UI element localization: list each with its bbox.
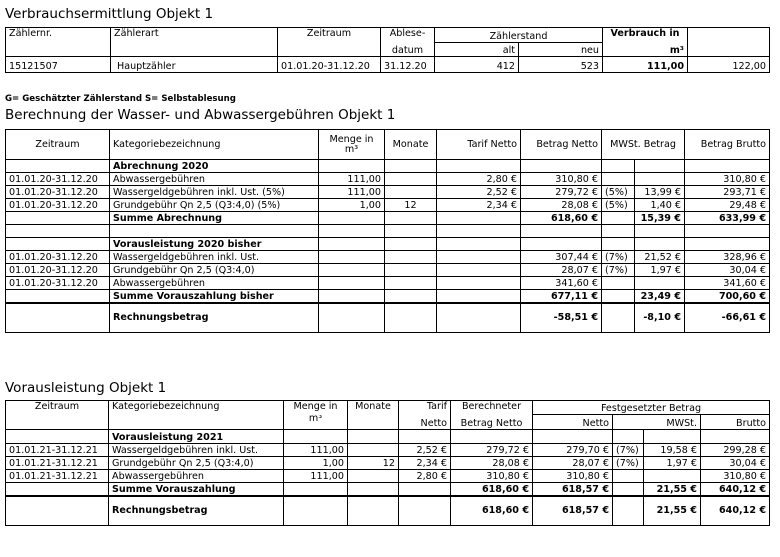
table-cell: 01.01.20-31.12.20 [6, 264, 110, 277]
table-cell: 23,49 € [635, 290, 685, 303]
empty-cell [613, 430, 644, 444]
table-row [6, 130, 770, 160]
empty-cell [635, 277, 685, 290]
table-cell: (7%) [602, 264, 635, 277]
table-row [6, 457, 770, 470]
empty-cell [385, 225, 437, 238]
stand-neu-value: 523 [519, 57, 603, 73]
table-row [6, 199, 770, 212]
table-cell: 30,04 € [685, 264, 770, 277]
table-cell: Rechnungsbetrag [110, 303, 319, 333]
empty-cell [399, 483, 451, 496]
empty-cell [685, 238, 770, 251]
empty-cell [644, 470, 701, 483]
table-cell: 310,80 € [533, 470, 613, 483]
table-row [6, 415, 770, 430]
table-cell: 310,80 € [521, 173, 602, 186]
header-berechnet-1: Berechneter [451, 401, 533, 415]
table-cell: -58,51 € [521, 303, 602, 333]
empty-cell [319, 303, 385, 333]
table-cell: 01.01.20-31.12.20 [6, 277, 110, 290]
header-tarif-1: Tarif [399, 401, 451, 415]
table-row [6, 277, 770, 290]
header-zaehlernr: Zählernr. [6, 28, 111, 43]
empty-cell [319, 264, 385, 277]
header-betrag: Betrag Netto [521, 130, 602, 160]
empty-cell [602, 173, 635, 186]
group-label: Vorausleistung 2020 bisher [110, 238, 319, 251]
table-cell: 111,00 [319, 186, 385, 199]
table-cell: 2,80 € [437, 173, 521, 186]
total-row [6, 303, 770, 333]
header-zeitraum: Zeitraum [278, 28, 381, 43]
table-cell: Grundgebühr Qn 2,5 (Q3:4,0) [109, 457, 284, 470]
empty-cell [319, 160, 385, 173]
table-cell: (7%) [613, 444, 644, 457]
sum-row [6, 483, 770, 496]
header-brutto: Betrag Brutto [685, 130, 770, 160]
empty-cell [6, 430, 109, 444]
header-menge-unit: m³ [284, 415, 348, 430]
header-ablesedatum-2: datum [381, 43, 435, 57]
table-row [6, 470, 770, 483]
section-title-vorausleistung: Vorausleistung Objekt 1 [5, 380, 167, 396]
table-cell: 341,60 € [521, 277, 602, 290]
header-monate: Monate [348, 401, 399, 415]
empty-cell [602, 212, 635, 225]
empty-cell [451, 430, 533, 444]
header-brutto: Brutto [701, 415, 770, 430]
table-cell: 2,52 € [399, 444, 451, 457]
empty-cell [385, 264, 437, 277]
table-cell: 1,40 € [635, 199, 685, 212]
table-cell: 618,57 € [533, 496, 613, 526]
verbrauch-table [5, 27, 770, 73]
header-verbrauch-unit: m³ [603, 43, 688, 57]
table-row [6, 401, 770, 415]
empty-cell [602, 290, 635, 303]
section-title-berechnung: Berechnung der Wasser- und Abwassergebühren Objekt 1 [5, 107, 396, 123]
table-cell: Abwassergebühren [110, 173, 319, 186]
table-cell: 618,60 € [451, 483, 533, 496]
table-cell: 111,00 [319, 173, 385, 186]
empty-cell [437, 303, 521, 333]
empty-cell [278, 43, 381, 57]
empty-cell [437, 238, 521, 251]
table-cell: 310,80 € [451, 470, 533, 483]
empty-cell [348, 470, 399, 483]
empty-cell [284, 430, 348, 444]
empty-cell [533, 430, 613, 444]
empty-cell [385, 277, 437, 290]
table-cell: 293,71 € [685, 186, 770, 199]
empty-cell [6, 483, 109, 496]
table-row [6, 160, 770, 173]
table-cell: 279,72 € [451, 444, 533, 457]
group-label: Vorausleistung 2021 [109, 430, 284, 444]
table-cell: Summe Vorauszahlung [109, 483, 284, 496]
table-cell: 28,08 € [521, 199, 602, 212]
empty-cell [385, 186, 437, 199]
table-row [6, 430, 770, 444]
empty-cell [437, 160, 521, 173]
empty-cell [613, 470, 644, 483]
table-cell: (7%) [613, 457, 644, 470]
table-cell: 28,07 € [521, 264, 602, 277]
table-cell: Summe Vorauszahlung bisher [110, 290, 319, 303]
header-tarif: Tarif Netto [437, 130, 521, 160]
table-cell: 341,60 € [685, 277, 770, 290]
table-cell: 279,72 € [521, 186, 602, 199]
table-row [6, 238, 770, 251]
legend-note: G= Geschätzter Zählerstand S= Selbstablesung [5, 94, 236, 104]
table-cell: Abwassergebühren [110, 277, 319, 290]
empty-cell [602, 303, 635, 333]
table-cell: 01.01.21-31.12.21 [6, 457, 109, 470]
empty-cell [6, 225, 110, 238]
empty-cell [437, 212, 521, 225]
empty-cell [602, 238, 635, 251]
empty-cell [385, 173, 437, 186]
empty-cell [6, 303, 110, 333]
table-cell: Abwassergebühren [109, 470, 284, 483]
empty-cell [111, 43, 278, 57]
header-monate: Monate [385, 130, 437, 160]
total-row [6, 496, 770, 526]
header-festgesetzt: Festgesetzter Betrag [533, 401, 770, 415]
table-cell: 21,52 € [635, 251, 685, 264]
table-cell: Wassergeldgebühren inkl. Ust. [109, 444, 284, 457]
empty-cell [284, 496, 348, 526]
sum-row [6, 212, 770, 225]
section-title-verbrauch: Verbrauchsermittlung Objekt 1 [5, 6, 214, 22]
empty-cell [688, 28, 770, 43]
table-cell: 700,60 € [685, 290, 770, 303]
table-cell: 01.01.20-31.12.20 [6, 251, 110, 264]
table-cell: 2,80 € [399, 470, 451, 483]
table-cell: Grundgebühr Qn 2,5 (Q3:4,0) (5%) [110, 199, 319, 212]
empty-cell [635, 225, 685, 238]
ablesedatum-value: 31.12.20 [381, 57, 435, 73]
header-zaehlerstand: Zählerstand [435, 28, 603, 43]
empty-cell [613, 496, 644, 526]
header-ablesedatum-1: Ablese- [381, 28, 435, 43]
empty-cell [6, 212, 110, 225]
empty-cell [319, 212, 385, 225]
empty-cell [348, 430, 399, 444]
empty-cell [319, 277, 385, 290]
empty-cell [319, 225, 385, 238]
verbrauch-value: 111,00 [603, 57, 688, 73]
table-cell: 01.01.20-31.12.20 [6, 173, 110, 186]
table-cell: 13,99 € [635, 186, 685, 199]
empty-cell [6, 43, 111, 57]
table-cell: 618,60 € [451, 496, 533, 526]
table-cell: 1,97 € [635, 264, 685, 277]
empty-cell [348, 415, 399, 430]
table-cell: 01.01.20-31.12.20 [6, 199, 110, 212]
empty-cell [6, 238, 110, 251]
table-cell: 279,70 € [533, 444, 613, 457]
table-cell: 29,48 € [685, 199, 770, 212]
empty-cell [602, 277, 635, 290]
empty-cell [635, 238, 685, 251]
verbrauch-extra-value: 122,00 [688, 57, 770, 73]
table-cell: 633,99 € [685, 212, 770, 225]
empty-cell [6, 160, 110, 173]
empty-cell [437, 251, 521, 264]
zaehlernr-value: 15121507 [6, 57, 111, 73]
table-row [6, 264, 770, 277]
empty-cell [602, 160, 635, 173]
empty-cell [521, 160, 602, 173]
table-cell: Summe Abrechnung [110, 212, 319, 225]
table-cell: (5%) [602, 186, 635, 199]
group-label: Abrechnung 2020 [110, 160, 319, 173]
table-cell: 299,28 € [701, 444, 770, 457]
empty-cell [644, 430, 701, 444]
empty-cell [6, 496, 109, 526]
table-cell: 310,80 € [685, 173, 770, 186]
header-zeitraum: Zeitraum [6, 130, 110, 160]
vorausleistung-table [5, 400, 770, 526]
header-verbrauch: Verbrauch in [603, 28, 688, 43]
table-cell: 677,11 € [521, 290, 602, 303]
table-cell: 2,52 € [437, 186, 521, 199]
empty-cell [685, 160, 770, 173]
empty-cell [399, 430, 451, 444]
table-cell: 328,96 € [685, 251, 770, 264]
empty-cell [348, 496, 399, 526]
table-cell: 21,55 € [644, 496, 701, 526]
sum-row [6, 290, 770, 303]
table-cell: 01.01.21-31.12.21 [6, 444, 109, 457]
table-cell: (5%) [602, 199, 635, 212]
header-netto: Netto [533, 415, 613, 430]
table-cell: 01.01.20-31.12.20 [6, 186, 110, 199]
header-tarif-2: Netto [399, 415, 451, 430]
table-row [6, 28, 770, 43]
table-cell: 307,44 € [521, 251, 602, 264]
empty-cell [319, 290, 385, 303]
table-cell: Rechnungsbetrag [109, 496, 284, 526]
empty-cell [602, 225, 635, 238]
empty-cell [613, 483, 644, 496]
table-cell: 111,00 [284, 444, 348, 457]
table-cell: Wassergeldgebühren inkl. Ust. [110, 251, 319, 264]
header-alt: alt [435, 43, 519, 57]
table-cell: 19,58 € [644, 444, 701, 457]
empty-cell [688, 43, 770, 57]
table-cell: 310,80 € [701, 470, 770, 483]
empty-cell [521, 225, 602, 238]
empty-cell [319, 238, 385, 251]
header-zaehlerart: Zählerart [111, 28, 278, 43]
table-cell: 2,34 € [437, 199, 521, 212]
zeitraum-value: 01.01.20-31.12.20 [278, 57, 381, 73]
table-cell: Grundgebühr Qn 2,5 (Q3:4,0) [110, 264, 319, 277]
table-cell: 01.01.21-31.12.21 [6, 470, 109, 483]
table-row [6, 43, 770, 57]
table-cell: 28,07 € [533, 457, 613, 470]
header-menge: Menge in [284, 401, 348, 415]
empty-cell [385, 303, 437, 333]
table-cell: (7%) [602, 251, 635, 264]
stand-alt-value: 412 [435, 57, 519, 73]
header-menge: Menge in m³ [319, 130, 385, 160]
table-cell: Wassergeldgebühren inkl. Ust. (5%) [110, 186, 319, 199]
empty-cell [521, 238, 602, 251]
empty-cell [385, 290, 437, 303]
empty-cell [437, 290, 521, 303]
empty-cell [635, 173, 685, 186]
empty-cell [437, 277, 521, 290]
empty-cell [385, 238, 437, 251]
table-cell: 640,12 € [701, 483, 770, 496]
empty-cell [348, 483, 399, 496]
empty-cell [437, 264, 521, 277]
empty-cell [284, 483, 348, 496]
table-cell: 1,97 € [644, 457, 701, 470]
table-cell: 28,08 € [451, 457, 533, 470]
table-row [6, 225, 770, 238]
header-neu: neu [519, 43, 603, 57]
table-row [6, 173, 770, 186]
table-cell: -66,61 € [685, 303, 770, 333]
table-cell: 30,04 € [701, 457, 770, 470]
empty-cell [385, 160, 437, 173]
header-kategorie: Kategoriebezeichnung [109, 401, 284, 415]
table-cell: 1,00 [319, 199, 385, 212]
header-kategorie: Kategoriebezeichnung [110, 130, 319, 160]
empty-cell [6, 415, 109, 430]
empty-cell [6, 290, 110, 303]
table-cell: 12 [385, 199, 437, 212]
table-row [6, 186, 770, 199]
header-mwst: MWSt. Betrag [602, 130, 685, 160]
empty-cell [319, 251, 385, 264]
empty-cell [385, 212, 437, 225]
header-berechnet-2: Betrag Netto [451, 415, 533, 430]
empty-cell [437, 225, 521, 238]
empty-cell [399, 496, 451, 526]
table-cell: 640,12 € [701, 496, 770, 526]
empty-cell [635, 160, 685, 173]
table-cell: 111,00 [284, 470, 348, 483]
empty-cell [109, 415, 284, 430]
empty-cell [110, 225, 319, 238]
table-cell: 618,60 € [521, 212, 602, 225]
table-cell: 21,55 € [644, 483, 701, 496]
table-row [6, 444, 770, 457]
table-cell: 2,34 € [399, 457, 451, 470]
table-cell: 618,57 € [533, 483, 613, 496]
table-cell: 15,39 € [635, 212, 685, 225]
table-row [6, 57, 770, 73]
table-row [6, 251, 770, 264]
header-zeitraum: Zeitraum [6, 401, 109, 415]
empty-cell [348, 444, 399, 457]
empty-cell [385, 251, 437, 264]
table-cell: 1,00 [284, 457, 348, 470]
header-mwst: MWSt. [613, 415, 701, 430]
empty-cell [701, 430, 770, 444]
table-cell: 12 [348, 457, 399, 470]
table-cell: -8,10 € [635, 303, 685, 333]
zaehlerart-value: Hauptzähler [111, 57, 278, 73]
berechnung-table [5, 129, 770, 333]
empty-cell [685, 225, 770, 238]
